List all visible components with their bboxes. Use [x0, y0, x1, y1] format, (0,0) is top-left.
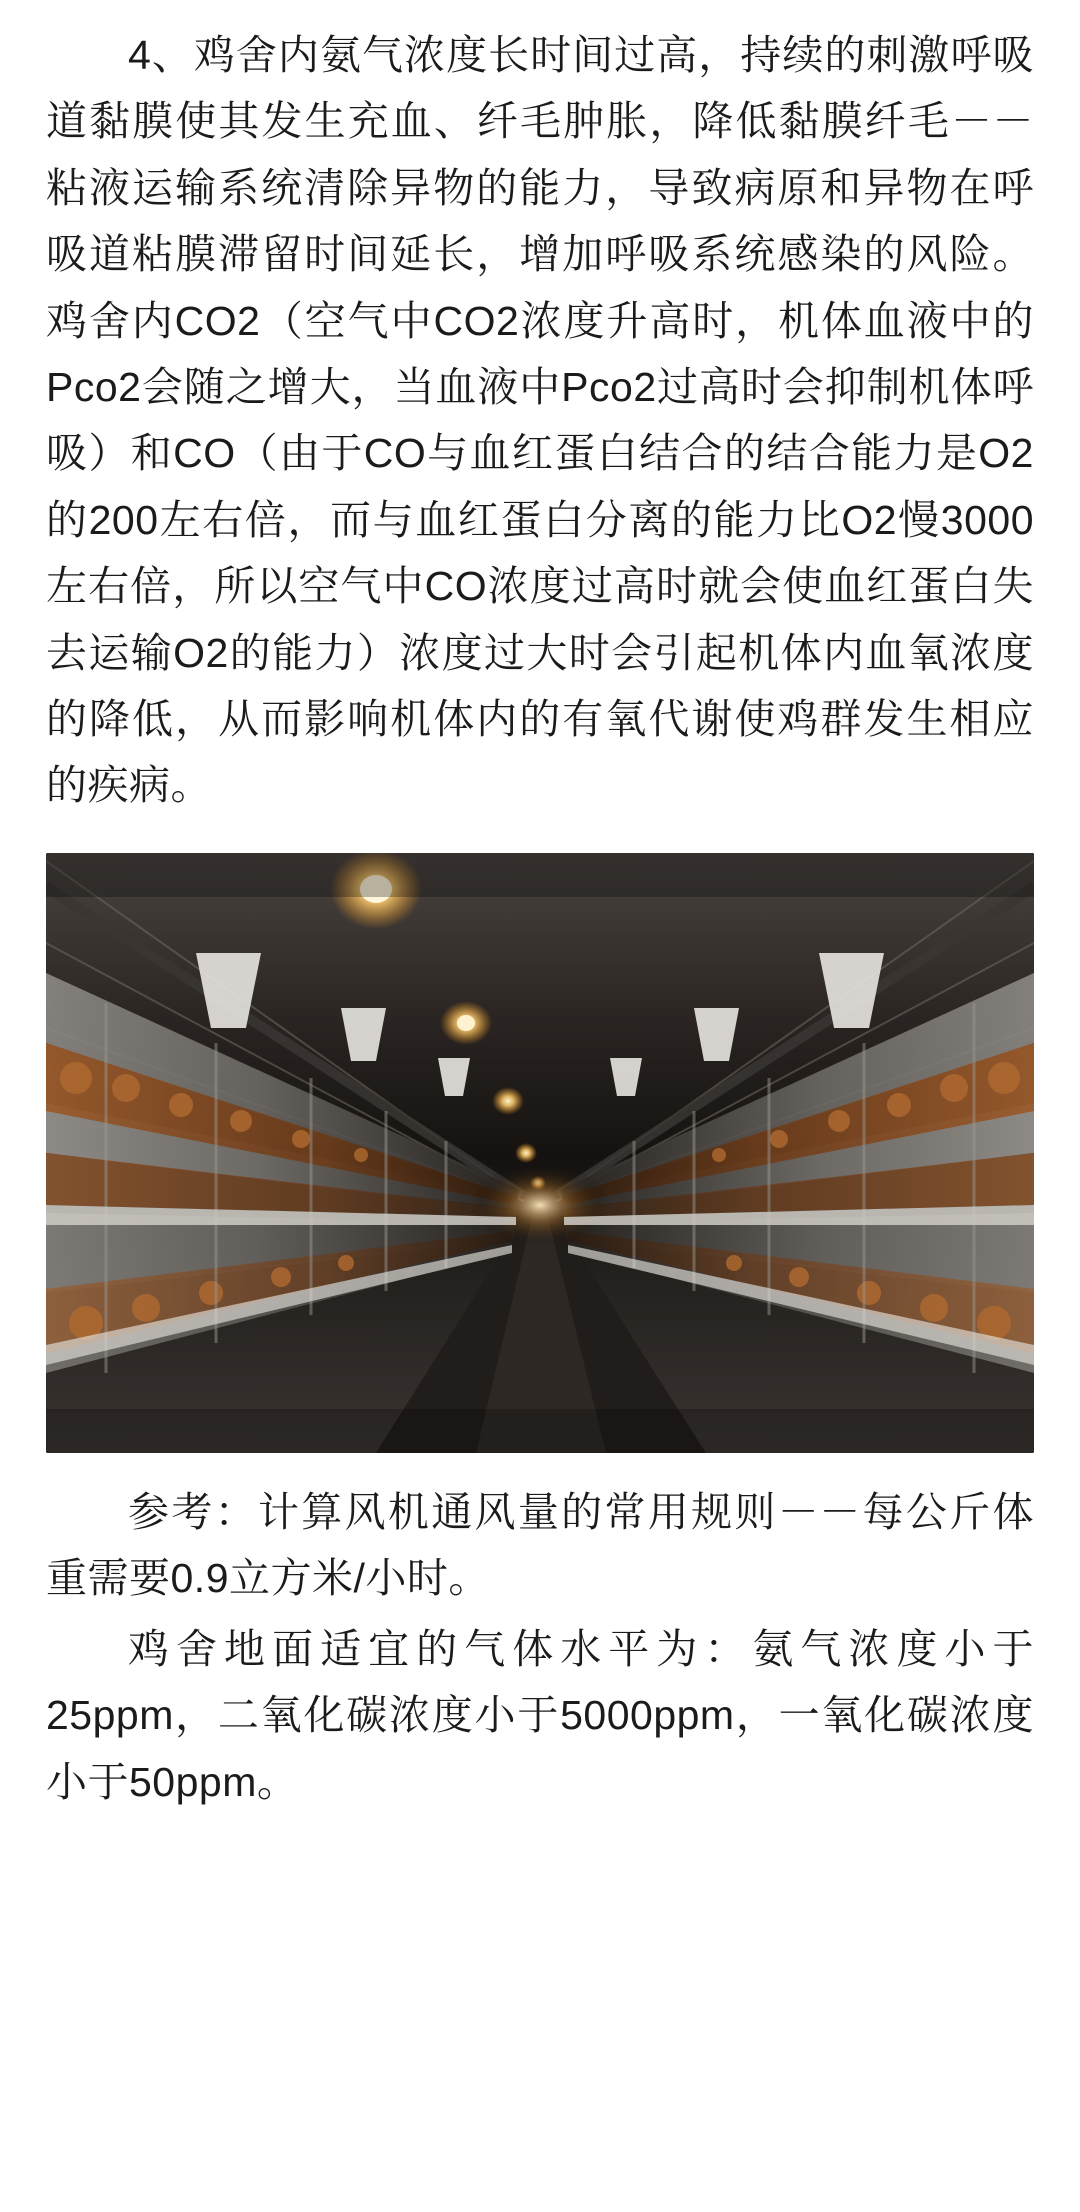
body-paragraph-1: 4、鸡舍内氨气浓度长时间过高，持续的刺激呼吸道黏膜使其发生充血、纤毛肿胀，降低黏膜纤毛－－粘液运输系统清除异物的能力，导致病原和异物在呼吸道粘膜滞留时间延长，增加呼吸系统感染的风险。鸡舍内CO2（空气中CO2浓度升高时，机体血液中的Pco2会随之增大，当血液中Pco2过高时会抑制机体呼吸）和CO（由于CO与血红蛋白结合的结合能力是O2的200左右倍，而与血红蛋白分离的能力比O2慢3000左右倍，所以空气中CO浓度过高时就会使血红蛋白失去运输O2的能力）浓度过大时会引起机体内血氧浓度的降低，从而影响机体内的有氧代谢使鸡群发生相应的疾病。	[46, 32, 1034, 809]
figure-chicken-house	[46, 853, 1034, 1453]
reference-paragraph: 参考：计算风机通风量的常用规则－－每公斤体重需要0.9立方米/小时。	[46, 1488, 1034, 1602]
bottom-spacer	[46, 1819, 1034, 1859]
gas-levels-paragraph: 鸡舍地面适宜的气体水平为：氨气浓度小于25ppm，二氧化碳浓度小于5000ppm，一氧化碳浓度小于50ppm。	[46, 1625, 1034, 1805]
figure-illustration	[46, 853, 1034, 1453]
